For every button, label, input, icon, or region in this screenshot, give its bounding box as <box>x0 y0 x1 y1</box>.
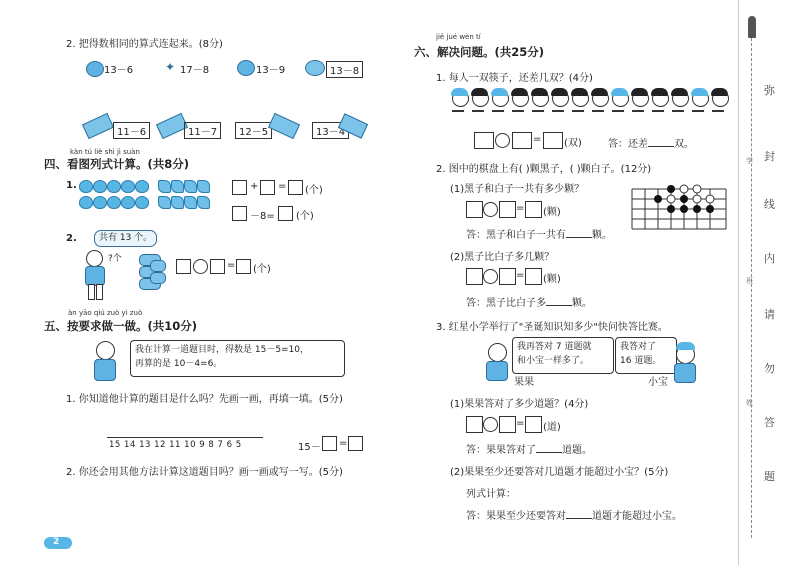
link-bottom-3[interactable]: 12－5 <box>235 122 272 139</box>
equals-sign: = <box>516 270 525 281</box>
link-top-4[interactable]: 13－8 <box>326 61 363 78</box>
guoguo-body-icon <box>486 361 508 381</box>
unit-label: (颗) <box>543 207 561 218</box>
q3-1-answer: 答：果果答对了 道题。 <box>466 445 592 456</box>
minus-eight: －8= <box>250 211 275 222</box>
answer-box[interactable] <box>348 436 363 451</box>
unit-label: (个) <box>305 185 323 196</box>
link-top-2[interactable]: 17－8 <box>180 65 210 76</box>
operator-circle[interactable] <box>483 202 498 217</box>
question-count: ?个 <box>108 254 122 264</box>
sec5-title: 五、按要求做一做。(共10分) <box>44 319 198 333</box>
operator-circle[interactable] <box>483 269 498 284</box>
boy-head-icon <box>86 250 103 267</box>
hair-icon <box>671 88 688 96</box>
can-icon <box>150 260 166 272</box>
answer-box[interactable] <box>278 206 293 221</box>
black-stone <box>654 195 662 203</box>
cap-icon <box>691 88 708 96</box>
operator-circle[interactable] <box>193 259 208 274</box>
sec5-q1: 1. 你知道他计算的题目是什么吗？先画一画，再填一填。(5分) <box>66 394 343 405</box>
telescope-icon <box>268 113 300 139</box>
unit-label: (个) <box>253 264 271 275</box>
answer-box[interactable] <box>499 416 516 433</box>
apple-icon <box>121 196 135 209</box>
cap-icon <box>491 88 508 96</box>
answer-box[interactable] <box>466 268 483 285</box>
q2-2-text: (2)黑子比白子多几颗？ <box>450 252 555 263</box>
leaf-icon <box>197 196 210 209</box>
answer-box[interactable] <box>232 180 247 195</box>
black-stone <box>680 195 688 203</box>
margin-char: 请 <box>764 308 775 321</box>
margin-char: 弥 <box>764 84 775 97</box>
hair-icon <box>531 88 548 96</box>
answer-box[interactable] <box>525 268 542 285</box>
sec4-title: 四、看图列式计算。(共8分) <box>44 157 190 171</box>
unit-label: (道) <box>543 422 561 433</box>
q3-1-text: (1)果果答对了多少道题？(4分) <box>450 399 589 410</box>
sec4-p2-num: 2. <box>66 233 77 244</box>
leaf-icon <box>171 180 184 193</box>
black-stone <box>667 205 675 213</box>
answer-box[interactable] <box>543 132 563 149</box>
xiaobao-bubble: 我答对了 16 道题。 <box>615 337 677 374</box>
hair-icon <box>651 88 668 96</box>
can-icon <box>150 272 166 284</box>
hair-icon <box>471 88 488 96</box>
leaf-icon <box>171 196 184 209</box>
answer-box[interactable] <box>232 206 247 221</box>
equals-sign: = <box>339 438 348 449</box>
equals-sign: = <box>278 181 287 192</box>
margin-border <box>738 0 739 565</box>
q3-text: 3. 红星小学举行了"圣诞知识知多少"快问快答比赛。 <box>436 322 668 333</box>
boy-leg-icon <box>96 284 103 300</box>
apple-icon <box>107 180 121 193</box>
sec4-pinyin: kàn tú liè shì jì suàn <box>70 148 140 156</box>
margin-char: 题 <box>764 470 775 483</box>
margin-char: 答 <box>764 416 775 429</box>
bubble-line-2: 再算的是 10－4=6。 <box>135 359 223 369</box>
speech-bubble <box>130 340 345 377</box>
answer-box[interactable] <box>525 201 542 218</box>
operator-circle[interactable] <box>495 133 510 148</box>
answer-box[interactable] <box>466 416 483 433</box>
ruler-ticks: 15 14 13 12 11 10 9 8 7 6 5 <box>109 440 242 450</box>
plus-sign: + <box>250 181 259 192</box>
apple-icon <box>107 196 121 209</box>
q3-2-answer: 答：果果至少还要答对 道题才能超过小宝。 <box>466 511 682 522</box>
link-bottom-1[interactable]: 11－6 <box>113 122 150 139</box>
hair-icon <box>571 88 588 96</box>
sec5-pinyin: àn yāo qiú zuò yi zuò <box>68 309 143 317</box>
girl-body-icon <box>94 359 116 381</box>
answer-box[interactable] <box>210 259 225 274</box>
white-stone <box>706 195 714 203</box>
answer-box[interactable] <box>474 132 494 149</box>
sec4-p1-num: 1. <box>66 180 77 191</box>
xiaobao-name: 小宝 <box>648 377 668 388</box>
cap-icon <box>451 88 468 96</box>
margin-char: 勿 <box>764 362 775 375</box>
hair-icon <box>551 88 568 96</box>
black-stone <box>693 205 701 213</box>
unit-label: (个) <box>296 211 314 222</box>
sec5-q2: 2. 你还会用其他方法计算这道题目吗？画一画或写一写。(5分) <box>66 467 343 478</box>
total-tag: 共有 13 个。 <box>94 230 157 247</box>
answer-box[interactable] <box>260 180 275 195</box>
cap-icon <box>676 342 695 350</box>
q2-1-text: (1)黑子和白子一共有多少颗？ <box>450 184 585 195</box>
bubble-line-1: 我在计算一道题目时，得数是 15－5=10， <box>135 345 310 355</box>
margin-char: 封 <box>764 150 775 163</box>
satellite-icon: ✦ <box>165 60 176 74</box>
hair-icon <box>711 88 728 96</box>
q2-title: 2. 把得数相同的算式连起来。(8分) <box>66 39 223 50</box>
leaf-icon <box>184 196 197 209</box>
answer-box[interactable] <box>525 416 542 433</box>
leaf-icon <box>184 180 197 193</box>
apple-icon <box>79 180 93 193</box>
page-number: 2 <box>53 537 60 547</box>
q2-text: 2. 图中的棋盘上有( )颗黑子，( )颗白子。(12分) <box>436 164 652 175</box>
chopsticks-icon <box>452 110 732 112</box>
hair-icon <box>631 88 648 96</box>
girl-head-icon <box>96 341 115 360</box>
apple-icon <box>93 180 107 193</box>
sec6-pinyin: jiě jué wèn tí <box>436 33 481 41</box>
apple-icon <box>79 196 93 209</box>
margin-small: 学 <box>746 157 753 165</box>
answer-box[interactable] <box>512 132 532 149</box>
answer-box[interactable] <box>288 180 303 195</box>
q3-2-text: (2)果果至少还要答对几道题才能超过小宝？(5分) <box>450 467 669 478</box>
guoguo-bubble: 我再答对 7 道题就 和小宝一样多了。 <box>512 337 614 374</box>
ruler-eq-a: 15－ <box>298 442 321 453</box>
white-stone <box>693 195 701 203</box>
answer-box[interactable] <box>176 259 191 274</box>
equals-sign: = <box>533 134 542 145</box>
ringed-planet-icon <box>305 60 325 76</box>
link-bottom-4[interactable]: 13－4 <box>312 122 349 139</box>
black-stone <box>706 205 714 213</box>
white-stone <box>693 185 701 193</box>
link-top-1[interactable]: 13－6 <box>104 65 134 76</box>
leaf-icon <box>158 180 171 193</box>
number-line-axis <box>107 437 263 438</box>
link-top-3[interactable]: 13－9 <box>256 65 286 76</box>
unit-label: (颗) <box>543 274 561 285</box>
equals-sign: = <box>516 418 525 429</box>
answer-box[interactable] <box>236 259 251 274</box>
q2-1-answer: 答：黑子和白子一共有 颗。 <box>466 230 612 241</box>
apple-icon <box>135 180 149 193</box>
margin-small: 班 <box>746 277 753 285</box>
hair-icon <box>591 88 608 96</box>
operator-circle[interactable] <box>483 417 498 432</box>
cap-icon <box>611 88 628 96</box>
margin-small: 姓 <box>746 399 753 407</box>
guoguo-head-icon <box>488 343 507 362</box>
unit-label: (双) <box>564 138 582 149</box>
telescope-icon <box>82 113 114 139</box>
answer-box[interactable] <box>499 268 516 285</box>
link-bottom-2[interactable]: 11－7 <box>184 122 221 139</box>
white-stone <box>667 195 675 203</box>
planet-icon <box>237 60 255 76</box>
rocket-icon <box>748 16 756 38</box>
q3-2-calc: 列式计算： <box>466 489 516 500</box>
apple-icon <box>135 196 149 209</box>
xiaobao-body-icon <box>674 363 696 383</box>
margin-char: 内 <box>764 252 775 265</box>
apple-icon <box>121 180 135 193</box>
margin-char: 线 <box>764 198 775 211</box>
q1-text: 1. 每人一双筷子，还差几双？(4分) <box>436 73 593 84</box>
q2-2-answer: 答：黑子比白子多 颗。 <box>466 298 592 309</box>
planet-icon <box>86 61 104 77</box>
hair-icon <box>511 88 528 96</box>
go-board <box>628 184 730 238</box>
answer-box[interactable] <box>499 201 516 218</box>
boy-body-icon <box>85 266 105 286</box>
equals-sign: = <box>227 260 236 271</box>
black-stone <box>667 185 675 193</box>
boy-leg-icon <box>88 284 95 300</box>
q1-answer: 答：还差 双。 <box>608 139 694 150</box>
apple-icon <box>93 196 107 209</box>
sec6-title: 六、解决问题。(共25分) <box>414 45 545 59</box>
seal-line <box>751 38 754 538</box>
guoguo-name: 果果 <box>514 377 534 388</box>
answer-box[interactable] <box>466 201 483 218</box>
leaf-icon <box>158 196 171 209</box>
white-stone <box>680 185 688 193</box>
equals-sign: = <box>516 203 525 214</box>
answer-box[interactable] <box>322 436 337 451</box>
black-stone <box>680 205 688 213</box>
leaf-icon <box>197 180 210 193</box>
